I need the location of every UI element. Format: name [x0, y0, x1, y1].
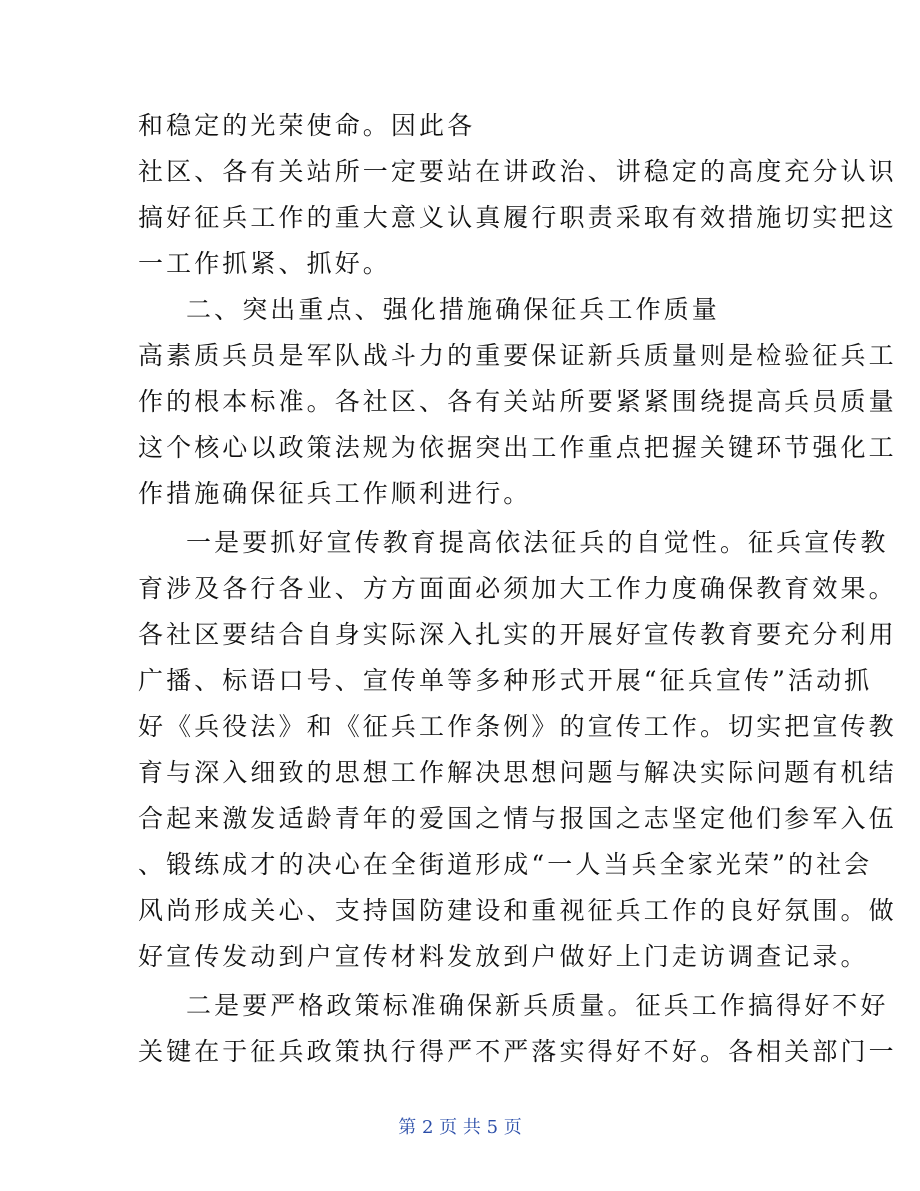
text-line-20: 二是要严格政策标准确保新兵质量。征兵工作搞得好不好: [186, 991, 889, 1020]
text-line-17: 、锻练成才的决心在全街道形成“一人当兵全家光荣”的社会: [138, 850, 873, 879]
text-line-16: 合起来激发适龄青年的爱国之情与报国之志坚定他们参军入伍: [138, 804, 897, 833]
text-line-10: 一是要抓好宣传教育提高依法征兵的自觉性。征兵宣传教: [186, 528, 889, 557]
text-line-8: 这个核心以政策法规为依据突出工作重点把握关键环节强化工: [138, 433, 897, 462]
text-line-9: 作措施确保征兵工作顺利进行。: [138, 479, 532, 508]
text-line-6: 高素质兵员是军队战斗力的重要保证新兵质量则是检验征兵工: [138, 341, 897, 370]
text-line-21: 关键在于征兵政策执行得严不严落实得好不好。各相关部门一: [138, 1037, 897, 1066]
text-line-13: 广播、标语口号、宣传单等多种形式开展“征兵宣传”活动抓: [138, 666, 873, 695]
text-line-2: 社区、各有关站所一定要站在讲政治、讲稳定的高度充分认识: [138, 157, 897, 186]
text-line-19: 好宣传发动到户宣传材料发放到户做好上门走访调查记录。: [138, 942, 869, 971]
text-line-18: 风尚形成关心、支持国防建设和重视征兵工作的良好氛围。做: [138, 896, 897, 925]
text-line-15: 育与深入细致的思想工作解决思想问题与解决实际问题有机结: [138, 758, 897, 787]
text-line-14: 好《兵役法》和《征兵工作条例》的宣传工作。切实把宣传教: [138, 712, 897, 741]
text-line-7: 作的根本标准。各社区、各有关站所要紧紧围绕提高兵员质量: [138, 387, 897, 416]
text-line-11: 育涉及各行各业、方方面面必须加大工作力度确保教育效果。: [138, 574, 897, 603]
text-line-1: 和稳定的光荣使命。因此各: [138, 111, 476, 140]
section-heading: 二、突出重点、强化措施确保征兵工作质量: [186, 295, 720, 324]
text-line-12: 各社区要结合自身实际深入扎实的开展好宣传教育要充分利用: [138, 620, 897, 649]
text-line-3: 搞好征兵工作的重大意义认真履行职责采取有效措施切实把这: [138, 203, 897, 232]
page-number-footer: 第 2 页 共 5 页: [398, 1117, 522, 1138]
text-line-4: 一工作抓紧、抓好。: [138, 249, 391, 278]
